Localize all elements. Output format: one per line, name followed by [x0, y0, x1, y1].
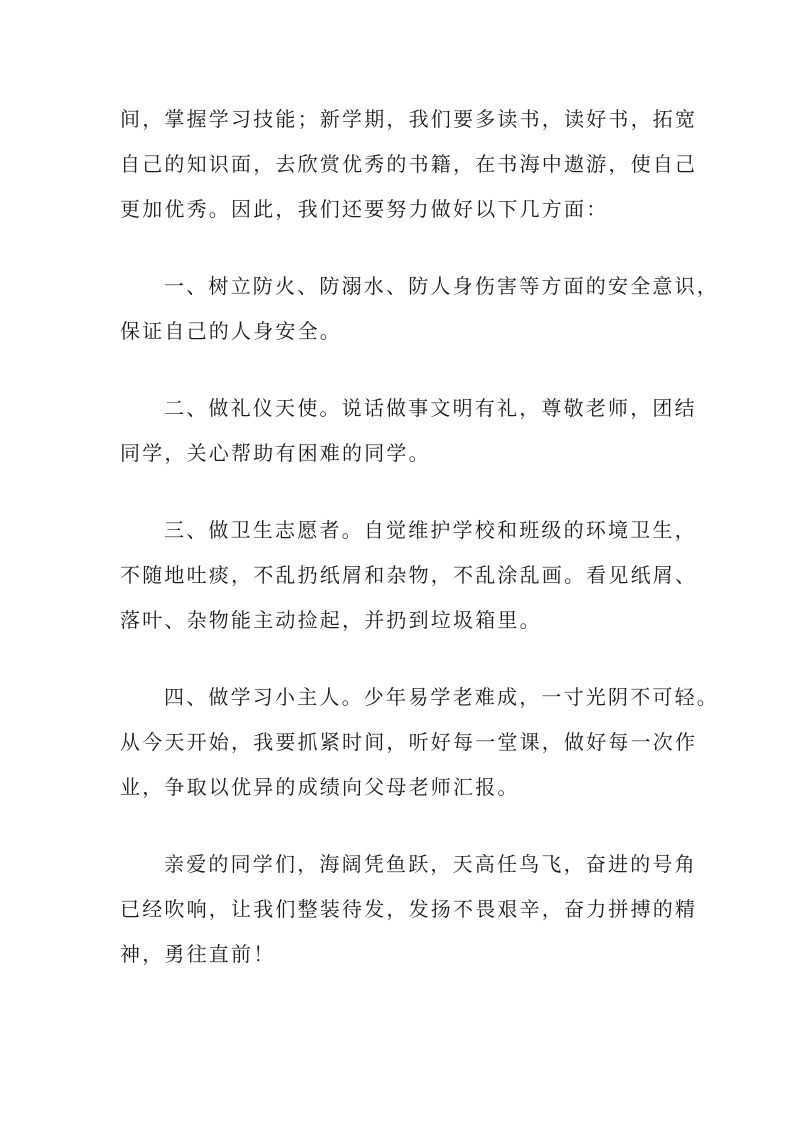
text-line: 二、做礼仪天使。说话做事文明有礼，尊敬老师，团结 [164, 396, 697, 420]
text-line: 更加优秀。因此，我们还要努力做好以下几方面： [120, 197, 609, 221]
text-line: 落叶、杂物能主动捡起，并扔到垃圾箱里。 [120, 608, 542, 632]
text-line: 自己的知识面，去欣赏优秀的书籍，在书海中遨游，使自己 [120, 152, 698, 176]
text-line: 不随地吐痰，不乱扔纸屑和杂物，不乱涂乱画。看见纸屑、 [120, 563, 698, 587]
text-line: 已经吹响，让我们整装待发，发扬不畏艰辛，奋力拼搏的精 [120, 897, 698, 921]
paragraph-item-two [120, 386, 697, 476]
text-line: 三、做卫生志愿者。自觉维护学校和班级的环境卫生， [164, 518, 697, 542]
paragraph-item-four [120, 675, 719, 810]
text-line: 业，争取以优异的成绩向父母老师汇报。 [120, 775, 520, 799]
text-line: 神，勇往直前！ [120, 942, 276, 966]
text-line: 间，掌握学习技能；新学期，我们要多读书，读好书，拓宽 [120, 107, 698, 131]
paragraph-item-three [120, 508, 698, 643]
paragraph-item-one [120, 264, 719, 354]
text-line: 亲爱的同学们，海阔凭鱼跃，天高任鸟飞，奋进的号角 [164, 852, 697, 876]
text-line: 同学，关心帮助有困难的同学。 [120, 441, 431, 465]
text-line: 四、做学习小主人。少年易学老难成，一寸光阴不可轻。 [164, 685, 719, 709]
paragraph-closing [120, 842, 698, 977]
text-line: 从今天开始，我要抓紧时间，听好每一堂课，做好每一次作 [120, 730, 698, 754]
paragraph-intro-continuation [120, 97, 698, 232]
text-line: 一、树立防火、防溺水、防人身伤害等方面的安全意识， [164, 274, 719, 298]
text-line: 保证自己的人身安全。 [120, 319, 342, 343]
